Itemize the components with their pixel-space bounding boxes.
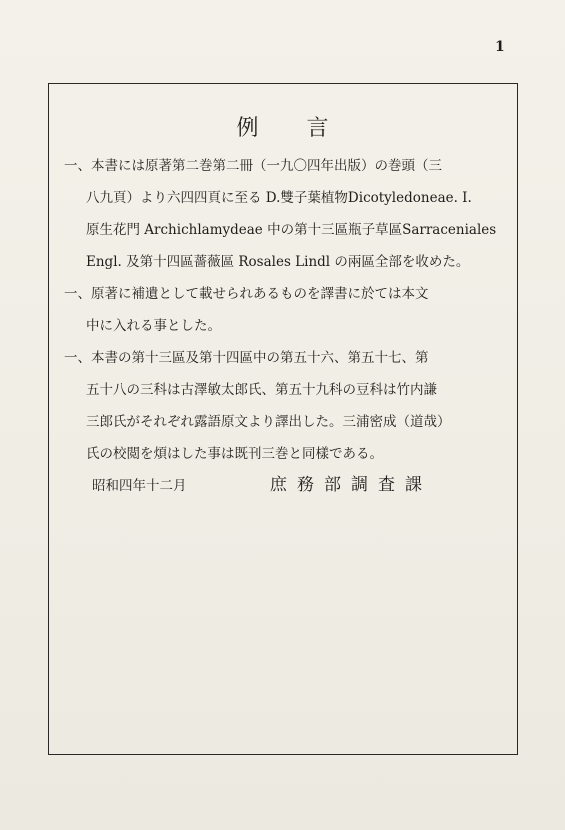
paragraph-1-line-2: 八九頁）より六四四頁に至る D.雙子葉植物Dicotyledoneae. I. — [86, 190, 472, 206]
date-line: 昭和四年十二月 — [92, 478, 187, 494]
page-number: 1 — [495, 39, 505, 55]
page-title: 例言 — [236, 116, 377, 141]
paragraph-3-line-2: 五十八の三科は古澤敏太郎氏、第五十九科の豆科は竹内謙 — [86, 382, 437, 398]
signature: 庶務部調査課 — [270, 475, 432, 495]
paragraph-2-line-2: 中に入れる事とした。 — [86, 318, 221, 334]
body-text — [64, 150, 504, 502]
paragraph-1-line-1: 一、本書には原著第二巻第二冊（一九〇四年出版）の巻頭（三 — [64, 158, 442, 174]
paragraph-3-line-4: 氏の校閲を煩はした事は既刊三巻と同樣である。 — [86, 446, 383, 462]
paragraph-3-line-3: 三郎氏がそれぞれ露語原文より譯出した。三浦密成（道哉） — [86, 414, 451, 430]
paragraph-1-line-3: 原生花門 Archichlamydeae 中の第十三區瓶子草區Sarraceniales — [86, 222, 497, 238]
paragraph-2-line-1: 一、原著に補遺として載せられあるものを譯書に於ては本文 — [64, 286, 429, 302]
paragraph-1-line-4: Engl. 及第十四區薔薇區 Rosales Lindl の兩區全部を收めた。 — [86, 254, 470, 270]
paragraph-3-line-1: 一、本書の第十三區及第十四區中の第五十六、第五十七、第 — [64, 350, 429, 366]
